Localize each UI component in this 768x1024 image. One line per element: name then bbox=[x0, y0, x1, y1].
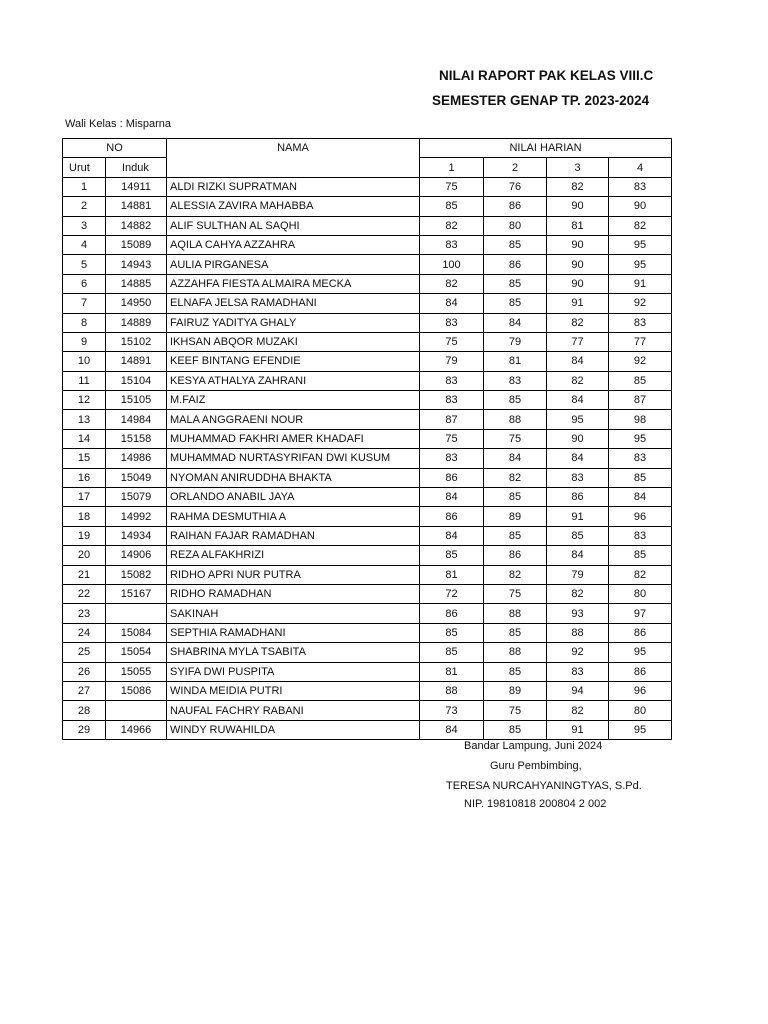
cell-urut: 19 bbox=[63, 526, 106, 545]
table-row bbox=[63, 352, 672, 371]
col-nilai-1-header: 1 bbox=[420, 158, 484, 177]
col-nilai-harian-header: NILAI HARIAN bbox=[420, 139, 672, 158]
cell-nilai-2: 85 bbox=[484, 274, 547, 293]
cell-nilai-2: 85 bbox=[484, 623, 547, 642]
table-row bbox=[63, 623, 672, 642]
cell-nilai-1: 84 bbox=[420, 526, 484, 545]
table-row bbox=[63, 449, 672, 468]
cell-nama: KEEF BINTANG EFENDIE bbox=[167, 352, 420, 371]
table-row bbox=[63, 604, 672, 623]
cell-urut: 24 bbox=[63, 623, 106, 642]
table-row bbox=[63, 313, 672, 332]
cell-nilai-1: 82 bbox=[420, 216, 484, 235]
table-row bbox=[63, 274, 672, 293]
cell-nilai-3: 84 bbox=[547, 352, 609, 371]
cell-nilai-1: 87 bbox=[420, 410, 484, 429]
cell-nilai-4: 95 bbox=[609, 255, 672, 274]
cell-nama: AQILA CAHYA AZZAHRA bbox=[167, 235, 420, 254]
cell-nilai-1: 86 bbox=[420, 507, 484, 526]
cell-urut: 7 bbox=[63, 294, 106, 313]
cell-nama: MUHAMMAD FAKHRI AMER KHADAFI bbox=[167, 429, 420, 448]
cell-nilai-4: 95 bbox=[609, 643, 672, 662]
cell-nilai-4: 82 bbox=[609, 565, 672, 584]
cell-nilai-1: 75 bbox=[420, 429, 484, 448]
table-row bbox=[63, 701, 672, 720]
cell-nilai-1: 83 bbox=[420, 449, 484, 468]
cell-nilai-2: 75 bbox=[484, 429, 547, 448]
table-row bbox=[63, 546, 672, 565]
cell-nilai-4: 83 bbox=[609, 449, 672, 468]
cell-nilai-3: 81 bbox=[547, 216, 609, 235]
cell-induk: 14889 bbox=[106, 313, 167, 332]
cell-induk: 15104 bbox=[106, 371, 167, 390]
cell-nilai-2: 86 bbox=[484, 197, 547, 216]
cell-nilai-4: 80 bbox=[609, 701, 672, 720]
cell-nilai-1: 84 bbox=[420, 294, 484, 313]
cell-nilai-2: 79 bbox=[484, 332, 547, 351]
cell-nama: ORLANDO ANABIL JAYA bbox=[167, 488, 420, 507]
table-row bbox=[63, 216, 672, 235]
cell-nilai-2: 84 bbox=[484, 449, 547, 468]
cell-nilai-3: 91 bbox=[547, 294, 609, 313]
table-row bbox=[63, 681, 672, 700]
cell-nilai-3: 82 bbox=[547, 584, 609, 603]
cell-urut: 22 bbox=[63, 584, 106, 603]
cell-nilai-1: 85 bbox=[420, 546, 484, 565]
table-body bbox=[63, 177, 672, 739]
table-row bbox=[63, 662, 672, 681]
cell-induk: 15082 bbox=[106, 565, 167, 584]
cell-nilai-4: 80 bbox=[609, 584, 672, 603]
cell-urut: 10 bbox=[63, 352, 106, 371]
cell-nama: SHABRINA MYLA TSABITA bbox=[167, 643, 420, 662]
cell-nilai-3: 91 bbox=[547, 720, 609, 739]
cell-nilai-3: 94 bbox=[547, 681, 609, 700]
cell-urut: 11 bbox=[63, 371, 106, 390]
cell-induk: 15105 bbox=[106, 391, 167, 410]
cell-nama: IKHSAN ABQOR MUZAKI bbox=[167, 332, 420, 351]
cell-nilai-3: 86 bbox=[547, 488, 609, 507]
cell-nilai-4: 85 bbox=[609, 468, 672, 487]
col-nilai-2-header: 2 bbox=[484, 158, 547, 177]
cell-urut: 2 bbox=[63, 197, 106, 216]
cell-nilai-2: 75 bbox=[484, 701, 547, 720]
cell-nilai-2: 86 bbox=[484, 546, 547, 565]
cell-nama: ELNAFA JELSA RAMADHANI bbox=[167, 294, 420, 313]
cell-nilai-4: 86 bbox=[609, 662, 672, 681]
cell-urut: 27 bbox=[63, 681, 106, 700]
grades-table bbox=[62, 138, 672, 740]
cell-nilai-4: 90 bbox=[609, 197, 672, 216]
cell-induk: 14906 bbox=[106, 546, 167, 565]
table-row bbox=[63, 371, 672, 390]
cell-nilai-3: 92 bbox=[547, 643, 609, 662]
cell-nilai-1: 81 bbox=[420, 662, 484, 681]
cell-nilai-2: 85 bbox=[484, 294, 547, 313]
cell-nama: MUHAMMAD NURTASYRIFAN DWI KUSUM bbox=[167, 449, 420, 468]
cell-nama: ALIF SULTHAN AL SAQHI bbox=[167, 216, 420, 235]
cell-urut: 20 bbox=[63, 546, 106, 565]
cell-nilai-4: 77 bbox=[609, 332, 672, 351]
cell-nilai-4: 86 bbox=[609, 623, 672, 642]
cell-nilai-1: 84 bbox=[420, 488, 484, 507]
cell-nilai-3: 90 bbox=[547, 274, 609, 293]
cell-nilai-2: 88 bbox=[484, 643, 547, 662]
cell-nama: WINDY RUWAHILDA bbox=[167, 720, 420, 739]
cell-induk: 15102 bbox=[106, 332, 167, 351]
cell-nilai-2: 84 bbox=[484, 313, 547, 332]
cell-nilai-4: 85 bbox=[609, 546, 672, 565]
cell-nilai-2: 85 bbox=[484, 488, 547, 507]
signature-teacher-nip: NIP. 19810818 200804 2 002 bbox=[464, 798, 607, 810]
cell-nilai-2: 76 bbox=[484, 177, 547, 196]
cell-induk: 15049 bbox=[106, 468, 167, 487]
cell-induk: 14882 bbox=[106, 216, 167, 235]
cell-nama: RIDHO APRI NUR PUTRA bbox=[167, 565, 420, 584]
cell-nilai-2: 85 bbox=[484, 720, 547, 739]
cell-nilai-3: 90 bbox=[547, 235, 609, 254]
cell-nama: AZZAHFA FIESTA ALMAIRA MECKA bbox=[167, 274, 420, 293]
cell-nilai-1: 82 bbox=[420, 274, 484, 293]
signature-role: Guru Pembimbing, bbox=[490, 760, 582, 772]
signature-city-date: Bandar Lampung, Juni 2024 bbox=[464, 740, 603, 752]
cell-nilai-4: 87 bbox=[609, 391, 672, 410]
cell-induk bbox=[106, 701, 167, 720]
table-row bbox=[63, 410, 672, 429]
cell-urut: 5 bbox=[63, 255, 106, 274]
cell-nilai-1: 86 bbox=[420, 468, 484, 487]
cell-nilai-4: 83 bbox=[609, 177, 672, 196]
cell-urut: 1 bbox=[63, 177, 106, 196]
table-row bbox=[63, 235, 672, 254]
cell-nilai-3: 84 bbox=[547, 449, 609, 468]
cell-nilai-1: 81 bbox=[420, 565, 484, 584]
cell-nilai-2: 81 bbox=[484, 352, 547, 371]
col-nilai-3-header: 3 bbox=[547, 158, 609, 177]
header-row-top bbox=[63, 139, 672, 158]
table-row bbox=[63, 255, 672, 274]
cell-induk: 15054 bbox=[106, 643, 167, 662]
table-row bbox=[63, 391, 672, 410]
cell-urut: 4 bbox=[63, 235, 106, 254]
cell-nama: NAUFAL FACHRY RABANI bbox=[167, 701, 420, 720]
table-row bbox=[63, 488, 672, 507]
cell-nama: SYIFA DWI PUSPITA bbox=[167, 662, 420, 681]
cell-nilai-1: 73 bbox=[420, 701, 484, 720]
cell-induk: 14881 bbox=[106, 197, 167, 216]
cell-nilai-1: 85 bbox=[420, 197, 484, 216]
cell-nama: FAIRUZ YADITYA GHALY bbox=[167, 313, 420, 332]
cell-urut: 3 bbox=[63, 216, 106, 235]
cell-urut: 21 bbox=[63, 565, 106, 584]
cell-nama: ALDI RIZKI SUPRATMAN bbox=[167, 177, 420, 196]
cell-nilai-1: 83 bbox=[420, 391, 484, 410]
cell-induk: 14934 bbox=[106, 526, 167, 545]
cell-nama: RAIHAN FAJAR RAMADHAN bbox=[167, 526, 420, 545]
cell-induk: 14911 bbox=[106, 177, 167, 196]
table-row bbox=[63, 526, 672, 545]
cell-nilai-1: 85 bbox=[420, 643, 484, 662]
col-induk-header: Induk bbox=[106, 158, 167, 177]
cell-nilai-2: 75 bbox=[484, 584, 547, 603]
cell-nilai-3: 95 bbox=[547, 410, 609, 429]
cell-nilai-4: 91 bbox=[609, 274, 672, 293]
cell-urut: 6 bbox=[63, 274, 106, 293]
cell-nilai-3: 84 bbox=[547, 391, 609, 410]
cell-nilai-2: 85 bbox=[484, 235, 547, 254]
col-nilai-4-header: 4 bbox=[609, 158, 672, 177]
cell-nilai-2: 89 bbox=[484, 507, 547, 526]
col-urut-header: Urut bbox=[63, 158, 106, 177]
cell-nilai-2: 82 bbox=[484, 468, 547, 487]
cell-induk: 15079 bbox=[106, 488, 167, 507]
cell-nilai-3: 91 bbox=[547, 507, 609, 526]
cell-nilai-4: 85 bbox=[609, 371, 672, 390]
table-row bbox=[63, 177, 672, 196]
cell-nilai-1: 100 bbox=[420, 255, 484, 274]
table-header bbox=[63, 139, 672, 178]
cell-nama: RAHMA DESMUTHIA A bbox=[167, 507, 420, 526]
cell-nilai-4: 92 bbox=[609, 352, 672, 371]
cell-urut: 8 bbox=[63, 313, 106, 332]
cell-induk: 15158 bbox=[106, 429, 167, 448]
cell-nilai-2: 85 bbox=[484, 662, 547, 681]
cell-urut: 26 bbox=[63, 662, 106, 681]
cell-nilai-3: 90 bbox=[547, 197, 609, 216]
cell-nilai-4: 97 bbox=[609, 604, 672, 623]
cell-nilai-2: 88 bbox=[484, 410, 547, 429]
cell-nilai-2: 86 bbox=[484, 255, 547, 274]
cell-nilai-3: 77 bbox=[547, 332, 609, 351]
cell-nilai-4: 84 bbox=[609, 488, 672, 507]
cell-nilai-1: 83 bbox=[420, 235, 484, 254]
cell-nilai-4: 96 bbox=[609, 681, 672, 700]
cell-nilai-3: 90 bbox=[547, 429, 609, 448]
cell-nama: KESYA ATHALYA ZAHRANI bbox=[167, 371, 420, 390]
cell-nilai-1: 84 bbox=[420, 720, 484, 739]
cell-nilai-4: 83 bbox=[609, 313, 672, 332]
cell-urut: 14 bbox=[63, 429, 106, 448]
cell-nama: ALESSIA ZAVIRA MAHABBA bbox=[167, 197, 420, 216]
cell-nilai-3: 93 bbox=[547, 604, 609, 623]
cell-induk: 14966 bbox=[106, 720, 167, 739]
cell-nilai-3: 85 bbox=[547, 526, 609, 545]
cell-induk: 14984 bbox=[106, 410, 167, 429]
cell-nilai-3: 90 bbox=[547, 255, 609, 274]
table-row bbox=[63, 429, 672, 448]
cell-nilai-4: 83 bbox=[609, 526, 672, 545]
table-row bbox=[63, 294, 672, 313]
cell-nilai-4: 98 bbox=[609, 410, 672, 429]
homeroom-teacher-label: Wali Kelas : Misparna bbox=[65, 118, 171, 130]
table-row bbox=[63, 507, 672, 526]
cell-nilai-1: 79 bbox=[420, 352, 484, 371]
cell-urut: 15 bbox=[63, 449, 106, 468]
cell-urut: 25 bbox=[63, 643, 106, 662]
cell-urut: 13 bbox=[63, 410, 106, 429]
cell-nilai-4: 95 bbox=[609, 235, 672, 254]
cell-nama: WINDA MEIDIA PUTRI bbox=[167, 681, 420, 700]
cell-nama: NYOMAN ANIRUDDHA BHAKTA bbox=[167, 468, 420, 487]
cell-nilai-3: 82 bbox=[547, 177, 609, 196]
cell-nama: M.FAIZ bbox=[167, 391, 420, 410]
cell-nilai-3: 82 bbox=[547, 701, 609, 720]
cell-nilai-1: 75 bbox=[420, 177, 484, 196]
cell-nilai-2: 85 bbox=[484, 526, 547, 545]
table-row bbox=[63, 197, 672, 216]
cell-induk: 14992 bbox=[106, 507, 167, 526]
cell-nilai-1: 75 bbox=[420, 332, 484, 351]
table-row bbox=[63, 565, 672, 584]
cell-urut: 9 bbox=[63, 332, 106, 351]
cell-induk bbox=[106, 604, 167, 623]
cell-nilai-3: 83 bbox=[547, 662, 609, 681]
cell-nilai-3: 84 bbox=[547, 546, 609, 565]
col-no-header: NO bbox=[63, 139, 167, 158]
cell-nilai-3: 83 bbox=[547, 468, 609, 487]
cell-nama: AULIA PIRGANESA bbox=[167, 255, 420, 274]
col-nama-header: NAMA bbox=[167, 139, 420, 178]
cell-nilai-1: 83 bbox=[420, 371, 484, 390]
cell-urut: 16 bbox=[63, 468, 106, 487]
cell-urut: 28 bbox=[63, 701, 106, 720]
cell-nilai-2: 80 bbox=[484, 216, 547, 235]
cell-nama: REZA ALFAKHRIZI bbox=[167, 546, 420, 565]
cell-nilai-2: 82 bbox=[484, 565, 547, 584]
cell-nama: SAKINAH bbox=[167, 604, 420, 623]
cell-urut: 29 bbox=[63, 720, 106, 739]
cell-induk: 15084 bbox=[106, 623, 167, 642]
cell-nama: MALA ANGGRAENI NOUR bbox=[167, 410, 420, 429]
cell-nilai-3: 82 bbox=[547, 371, 609, 390]
table-row bbox=[63, 332, 672, 351]
cell-induk: 15167 bbox=[106, 584, 167, 603]
cell-nilai-4: 95 bbox=[609, 429, 672, 448]
cell-induk: 15055 bbox=[106, 662, 167, 681]
table-row bbox=[63, 584, 672, 603]
cell-nilai-2: 89 bbox=[484, 681, 547, 700]
report-subtitle-text: SEMESTER GENAP TP. 2023-2024 bbox=[432, 93, 650, 108]
cell-nilai-2: 83 bbox=[484, 371, 547, 390]
cell-induk: 14950 bbox=[106, 294, 167, 313]
cell-nilai-4: 96 bbox=[609, 507, 672, 526]
cell-nilai-1: 88 bbox=[420, 681, 484, 700]
cell-nilai-1: 72 bbox=[420, 584, 484, 603]
cell-nama: SEPTHIA RAMADHANI bbox=[167, 623, 420, 642]
cell-urut: 23 bbox=[63, 604, 106, 623]
cell-induk: 14986 bbox=[106, 449, 167, 468]
cell-nilai-1: 83 bbox=[420, 313, 484, 332]
report-title-text: NILAI RAPORT PAK KELAS VIII.C bbox=[439, 68, 654, 83]
cell-nilai-3: 88 bbox=[547, 623, 609, 642]
signature-teacher-name: TERESA NURCAHYANINGTYAS, S.Pd. bbox=[446, 780, 642, 792]
cell-induk: 14943 bbox=[106, 255, 167, 274]
cell-nilai-4: 82 bbox=[609, 216, 672, 235]
cell-nilai-4: 95 bbox=[609, 720, 672, 739]
table-row bbox=[63, 643, 672, 662]
cell-nilai-3: 82 bbox=[547, 313, 609, 332]
cell-nilai-4: 92 bbox=[609, 294, 672, 313]
table-row bbox=[63, 468, 672, 487]
cell-nilai-3: 79 bbox=[547, 565, 609, 584]
table-row bbox=[63, 720, 672, 739]
cell-nilai-2: 88 bbox=[484, 604, 547, 623]
cell-urut: 12 bbox=[63, 391, 106, 410]
cell-induk: 15086 bbox=[106, 681, 167, 700]
cell-urut: 18 bbox=[63, 507, 106, 526]
cell-induk: 15089 bbox=[106, 235, 167, 254]
cell-nama: RIDHO RAMADHAN bbox=[167, 584, 420, 603]
cell-nilai-1: 85 bbox=[420, 623, 484, 642]
cell-nilai-2: 85 bbox=[484, 391, 547, 410]
cell-induk: 14885 bbox=[106, 274, 167, 293]
cell-nilai-1: 86 bbox=[420, 604, 484, 623]
cell-urut: 17 bbox=[63, 488, 106, 507]
cell-induk: 14891 bbox=[106, 352, 167, 371]
